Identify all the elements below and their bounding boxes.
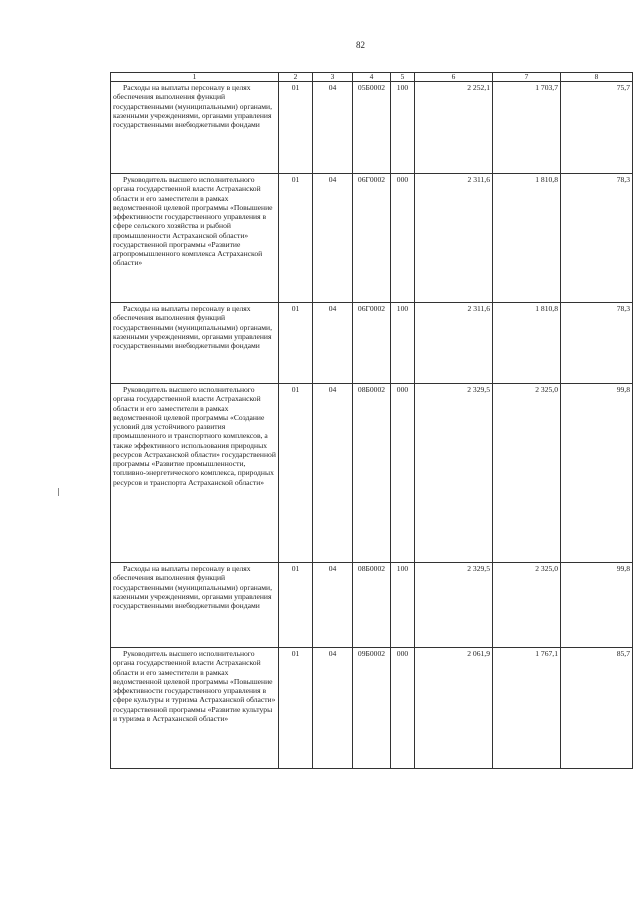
table-row xyxy=(111,82,633,174)
cell-executed: 1 767,1 xyxy=(493,648,561,769)
header-cell: 8 xyxy=(561,73,633,82)
cell-target-article: 08Б0002 xyxy=(353,384,391,563)
row-description: Расходы на выплаты персоналу в целях обеспечения выполнения функций государственными (муниципальными) органами, казенными учреждениями, органами управления государственными внебюджетными фондами xyxy=(111,303,279,384)
cell-executed: 1 810,8 xyxy=(493,174,561,303)
cell-planned: 2 329,5 xyxy=(415,563,493,648)
cell-planned: 2 311,6 xyxy=(415,174,493,303)
cell-razdel: 01 xyxy=(279,82,313,174)
cell-podrazdel: 04 xyxy=(313,174,353,303)
cell-podrazdel: 04 xyxy=(313,82,353,174)
header-cell: 5 xyxy=(391,73,415,82)
cell-podrazdel: 04 xyxy=(313,303,353,384)
cell-planned: 2 061,9 xyxy=(415,648,493,769)
cell-executed: 1 703,7 xyxy=(493,82,561,174)
cell-podrazdel: 04 xyxy=(313,648,353,769)
cell-razdel: 01 xyxy=(279,174,313,303)
cell-expense-type: 100 xyxy=(391,303,415,384)
header-cell: 6 xyxy=(415,73,493,82)
table-row xyxy=(111,563,633,648)
header-cell: 3 xyxy=(313,73,353,82)
cell-target-article: 06Г0002 xyxy=(353,303,391,384)
table-row xyxy=(111,384,633,563)
table-row xyxy=(111,174,633,303)
cell-expense-type: 000 xyxy=(391,384,415,563)
margin-mark xyxy=(58,488,59,496)
row-description: Руководитель высшего исполнительного органа государственной власти Астраханской области и его заместители в рамках ведомственной целевой программы «Создание условий для устойчивого развития промышленного и транспортного комплексов, а также эффективного использования природных ресурсов Астраханской области» государственной программы «Развитие промышленности, топливно-энергетического комплекса, природных ресурсов и транспорта Астраханской области» xyxy=(111,384,279,563)
cell-executed: 2 325,0 xyxy=(493,384,561,563)
cell-expense-type: 100 xyxy=(391,82,415,174)
budget-table xyxy=(110,72,633,769)
cell-percent: 99,8 xyxy=(561,563,633,648)
cell-percent: 85,7 xyxy=(561,648,633,769)
cell-target-article: 08Б0002 xyxy=(353,563,391,648)
header-cell: 4 xyxy=(353,73,391,82)
cell-planned: 2 329,5 xyxy=(415,384,493,563)
cell-executed: 1 810,8 xyxy=(493,303,561,384)
cell-podrazdel: 04 xyxy=(313,384,353,563)
cell-razdel: 01 xyxy=(279,563,313,648)
cell-target-article: 06Г0002 xyxy=(353,174,391,303)
cell-executed: 2 325,0 xyxy=(493,563,561,648)
table-row xyxy=(111,648,633,769)
page-number: 82 xyxy=(356,40,365,50)
cell-percent: 78,3 xyxy=(561,174,633,303)
cell-expense-type: 000 xyxy=(391,174,415,303)
header-cell: 7 xyxy=(493,73,561,82)
cell-target-article: 05Б0002 xyxy=(353,82,391,174)
cell-razdel: 01 xyxy=(279,303,313,384)
cell-percent: 75,7 xyxy=(561,82,633,174)
cell-expense-type: 100 xyxy=(391,563,415,648)
table-row xyxy=(111,303,633,384)
cell-expense-type: 000 xyxy=(391,648,415,769)
header-cell: 1 xyxy=(111,73,279,82)
cell-planned: 2 311,6 xyxy=(415,303,493,384)
cell-percent: 99,8 xyxy=(561,384,633,563)
row-description: Руководитель высшего исполнительного органа государственной власти Астраханской области и его заместители в рамках ведомственной целевой программы «Повышение эффективности государственного управления в сфере культуры и туризма Астраханской области» государственной программы «Развитие культуры и туризма в Астраханской области» xyxy=(111,648,279,769)
cell-target-article: 09Б0002 xyxy=(353,648,391,769)
cell-planned: 2 252,1 xyxy=(415,82,493,174)
table-header-row xyxy=(111,73,633,82)
row-description: Расходы на выплаты персоналу в целях обеспечения выполнения функций государственными (муниципальными) органами, казенными учреждениями, органами управления государственными внебюджетными фондами xyxy=(111,82,279,174)
row-description: Руководитель высшего исполнительного органа государственной власти Астраханской области и его заместители в рамках ведомственной целевой программы «Повышение эффективности государственного управления в сфере сельского хозяйства и рыбной промышленности Астраханской области» государственной программы «Развитие агропромышленного комплекса Астраханской области» xyxy=(111,174,279,303)
cell-percent: 78,3 xyxy=(561,303,633,384)
row-description: Расходы на выплаты персоналу в целях обеспечения выполнения функций государственными (муниципальными) органами, казенными учреждениями, органами управления государственными внебюджетными фондами xyxy=(111,563,279,648)
header-cell: 2 xyxy=(279,73,313,82)
cell-podrazdel: 04 xyxy=(313,563,353,648)
cell-razdel: 01 xyxy=(279,384,313,563)
cell-razdel: 01 xyxy=(279,648,313,769)
